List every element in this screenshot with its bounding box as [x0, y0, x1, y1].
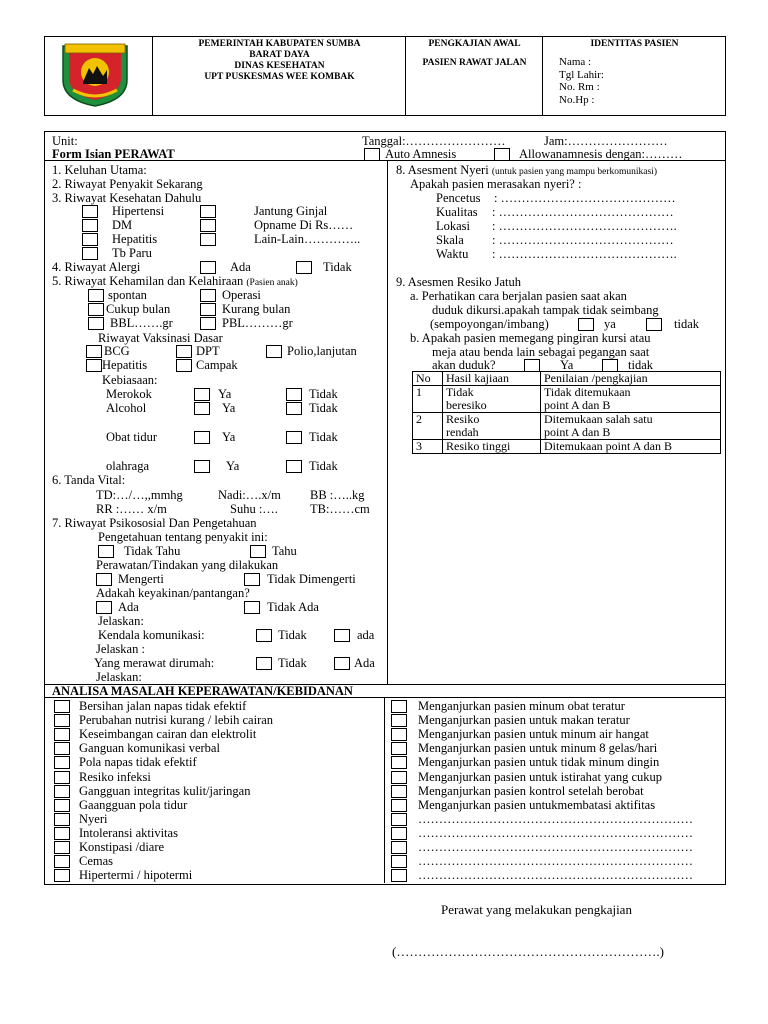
- operasi-label: Operasi: [222, 288, 261, 302]
- table-header-cell: Penilaian /pengkajian: [541, 372, 721, 386]
- obat-tidak-label: Tidak: [309, 430, 338, 444]
- jelaskan-label: Jelaskan:: [98, 614, 144, 628]
- section-resiko-jatuh: 9. Asesmen Resiko Jatuh: [396, 275, 521, 289]
- identity-phone-field[interactable]: No.Hp :: [559, 93, 595, 106]
- analysis-left-item: Ganguan komunikasi verbal: [79, 741, 220, 756]
- assessment-cell: [405, 37, 543, 115]
- table-row: [413, 413, 721, 427]
- bcg-checkbox[interactable]: [86, 345, 102, 358]
- table-header-cell: Hasil kajiaan: [443, 372, 541, 386]
- tbparu-checkbox[interactable]: [82, 247, 98, 260]
- rr-field[interactable]: RR :…… x/m: [96, 502, 167, 516]
- resiko-a-tidak-label: tidak: [674, 317, 699, 331]
- hepatitis-vaksin-checkbox[interactable]: [86, 359, 102, 372]
- tidak-mengerti-checkbox[interactable]: [244, 573, 260, 586]
- cukup-label: Cukup bulan: [106, 302, 171, 316]
- obat-ya-label: Ya: [222, 430, 236, 444]
- kurang-label: Kurang bulan: [222, 302, 291, 316]
- pencetus-label: Pencetus: [436, 191, 481, 205]
- analysis-right-item: Menganjurkan pasien untuk minum air hangat: [418, 727, 649, 742]
- dpt-label: DPT: [196, 344, 220, 358]
- analysis-left-checkbox[interactable]: [54, 841, 70, 854]
- analysis-right-checkbox[interactable]: [391, 869, 407, 882]
- analysis-right-checkbox[interactable]: [391, 756, 407, 769]
- analysis-left-item: Pola napas tidak efektif: [79, 755, 197, 770]
- pbl-checkbox[interactable]: [200, 317, 216, 330]
- divider: [387, 160, 388, 684]
- resiko-a-ya-label: ya: [604, 317, 616, 331]
- resiko-a-tidak-checkbox[interactable]: [646, 318, 662, 331]
- resiko-a-ya-checkbox[interactable]: [578, 318, 594, 331]
- resiko-table: [412, 371, 721, 454]
- analysis-left-item: Gaangguan pola tidur: [79, 797, 188, 812]
- polio-label: Polio,lanjutan: [287, 344, 357, 358]
- lainlain-checkbox[interactable]: [200, 233, 216, 246]
- unit-label[interactable]: Unit:: [52, 134, 78, 148]
- analysis-left-checkbox[interactable]: [54, 728, 70, 741]
- opname-label: Opname Di Rs……: [254, 218, 354, 232]
- org-line: BARAT DAYA: [249, 50, 310, 60]
- analysis-right-checkbox[interactable]: [391, 841, 407, 854]
- section-keluhan: 1. Keluhan Utama:: [52, 163, 147, 177]
- keyakinan-ada-label: Ada: [118, 600, 139, 614]
- hipertensi-label: Hipertensi: [112, 204, 165, 218]
- table-cell: beresiko: [443, 399, 541, 413]
- olahraga-tidak-checkbox[interactable]: [286, 460, 302, 473]
- identity-rm-field[interactable]: No. Rm :: [559, 81, 600, 93]
- analysis-left-item: Intoleransi aktivitas: [79, 825, 178, 840]
- analysis-left-checkbox[interactable]: [54, 855, 70, 868]
- mengerti-label: Mengerti: [118, 572, 164, 586]
- alergi-ada-checkbox[interactable]: [200, 261, 216, 274]
- analysis-title: ANALISA MASALAH KEPERAWATAN/KEBIDANAN: [52, 684, 353, 698]
- analysis-right-checkbox[interactable]: [391, 799, 407, 812]
- keyakinan-tidak-ada-label: Tidak Ada: [267, 600, 319, 614]
- table-cell: point A dan B: [541, 399, 721, 413]
- analysis-left-checkbox[interactable]: [54, 813, 70, 826]
- keyakinan-tidak-ada-checkbox[interactable]: [244, 601, 260, 614]
- analysis-left-item: Konstipasi /diare: [79, 840, 165, 854]
- lokasi-label: Lokasi: [436, 219, 471, 233]
- lokasi-field[interactable]: : …………………………………….: [492, 219, 677, 233]
- alcohol-label: Alcohol: [106, 401, 147, 415]
- alergi-tidak-label: Tidak: [323, 260, 352, 274]
- kebiasaan-heading: Kebiasaan:: [102, 373, 158, 387]
- table-cell: 2: [413, 413, 443, 440]
- analysis-left-checkbox[interactable]: [54, 799, 70, 812]
- dpt-checkbox[interactable]: [176, 345, 192, 358]
- merokok-label: Merokok: [106, 387, 152, 401]
- hepatitis-label: Hepatitis: [112, 232, 158, 246]
- analysis-right-checkbox[interactable]: [391, 771, 407, 784]
- olahraga-ya-label: Ya: [226, 459, 240, 473]
- alcohol-ya-label: Ya: [222, 401, 236, 415]
- analysis-left-checkbox[interactable]: [54, 742, 70, 755]
- merokok-ya-label: Ya: [218, 387, 232, 401]
- spontan-checkbox[interactable]: [88, 289, 104, 302]
- table-cell: Resiko tinggi: [443, 440, 541, 454]
- analysis-left-checkbox[interactable]: [54, 714, 70, 727]
- table-cell: point A dan B: [541, 426, 721, 440]
- bcg-label: BCG: [104, 344, 130, 358]
- nadi-field[interactable]: Nadi:….x/m: [218, 488, 281, 502]
- hepatitis-vaksin-label: Hepatitis: [102, 358, 148, 372]
- alergi-tidak-checkbox[interactable]: [296, 261, 312, 274]
- logo-cell: [45, 37, 152, 115]
- section-riwayat-dahulu: 3. Riwayat Kesehatan Dahulu: [52, 191, 202, 205]
- table-row: [413, 386, 721, 400]
- analysis-right-item: Menganjurkan pasien untuk minum 8 gelas/hari: [418, 741, 658, 756]
- table-row: [413, 399, 721, 413]
- table-cell: Ditemukaan salah satu: [541, 413, 721, 427]
- analysis-right-checkbox[interactable]: [391, 813, 407, 826]
- tb-field[interactable]: TB:……cm: [310, 502, 370, 516]
- spontan-label: spontan: [108, 288, 147, 302]
- merawat-ada-checkbox[interactable]: [334, 657, 350, 670]
- analysis-right-checkbox[interactable]: [391, 728, 407, 741]
- analysis-right-checkbox[interactable]: [391, 827, 407, 840]
- analysis-left-checkbox[interactable]: [54, 771, 70, 784]
- bbl-checkbox[interactable]: [88, 317, 104, 330]
- analysis-left-checkbox[interactable]: [54, 700, 70, 713]
- kendala-label: Kendala komunikasi:: [98, 628, 205, 642]
- bbl-label: BBL…….gr: [110, 316, 173, 330]
- pbl-label: PBL………gr: [222, 316, 293, 330]
- resiko-b-line3: akan duduk?: [432, 358, 496, 372]
- analysis-right-checkbox[interactable]: [391, 742, 407, 755]
- campak-label: Campak: [196, 358, 238, 372]
- identity-name-field[interactable]: Nama :: [559, 56, 592, 68]
- identity-title: IDENTITAS PASIEN: [590, 39, 679, 49]
- table-row: [413, 440, 721, 454]
- resiko-b-line1: b. Apakah pasien memegang pingiran kursi atau: [410, 331, 651, 345]
- analysis-left-item: Gangguan integritas kulit/jaringan: [79, 783, 251, 798]
- section-nyeri-label: 8. Asesment Nyeri: [396, 163, 489, 177]
- auto-amnesis-checkbox[interactable]: [364, 148, 380, 161]
- analysis-right-item: …………………………………………………………: [418, 811, 693, 826]
- pencetus-field[interactable]: : ……………………………………: [494, 191, 676, 205]
- table-cell: Resiko: [443, 413, 541, 427]
- bb-field[interactable]: BB :…..kg: [310, 488, 365, 502]
- table-cell: 1: [413, 386, 443, 413]
- alergi-ada-label: Ada: [230, 260, 251, 274]
- cukup-checkbox[interactable]: [88, 303, 104, 316]
- merokok-tidak-checkbox[interactable]: [286, 388, 302, 401]
- alcohol-tidak-label: Tidak: [309, 401, 338, 415]
- divider: [384, 697, 385, 883]
- analysis-left-item: Cemas: [79, 854, 114, 869]
- analysis-left-checkbox[interactable]: [54, 827, 70, 840]
- kendala-ada-checkbox[interactable]: [334, 629, 350, 642]
- section-tanda-vital: 6. Tanda Vital:: [52, 473, 126, 487]
- allo-amnesis-checkbox[interactable]: [494, 148, 510, 161]
- resiko-a-line1: a. Perhatikan cara berjalan pasien saat akan: [410, 289, 627, 303]
- analysis-right-checkbox[interactable]: [391, 700, 407, 713]
- assessment-title: PENGKAJIAN AWAL: [428, 39, 521, 49]
- analysis-right-item: Menganjurkan pasien untuk makan teratur: [418, 713, 630, 728]
- alcohol-tidak-checkbox[interactable]: [286, 402, 302, 415]
- tidak-mengerti-label: Tidak Dimengerti: [267, 572, 356, 586]
- kualitas-field[interactable]: : ……………………………………: [492, 205, 674, 219]
- obat-ya-checkbox[interactable]: [194, 431, 210, 444]
- table-cell: 3: [413, 440, 443, 454]
- analysis-right-item: …………………………………………………………: [418, 840, 693, 854]
- dm-label: DM: [112, 218, 133, 232]
- form-title: Form Isian PERAWAT: [52, 147, 175, 161]
- olahraga-ya-checkbox[interactable]: [194, 460, 210, 473]
- skala-label: Skala: [436, 233, 464, 247]
- keyakinan-heading: Adakah keyakinan/pantangan?: [96, 586, 250, 600]
- td-field[interactable]: TD:…/…,,mmhg: [96, 488, 183, 502]
- analysis-right-item: Menganjurkan pasien minum obat teratur: [418, 699, 625, 713]
- resiko-b-tidak-label: tidak: [628, 358, 653, 372]
- keyakinan-ada-checkbox[interactable]: [96, 601, 112, 614]
- merawat-label: Yang merawat dirumah:: [94, 656, 215, 670]
- pengetahuan-heading: Pengetahuan tentang penyakit ini:: [98, 530, 268, 544]
- jantung-checkbox[interactable]: [200, 205, 216, 218]
- merawat-ada-label: Ada: [354, 656, 375, 670]
- org-line: DINAS KESEHATAN: [234, 61, 325, 71]
- signature-label: Perawat yang melakukan pengkajian: [441, 902, 632, 917]
- analysis-left-checkbox[interactable]: [54, 756, 70, 769]
- jantung-label: Jantung Ginjal: [254, 204, 328, 218]
- merawat-tidak-checkbox[interactable]: [256, 657, 272, 670]
- kurang-checkbox[interactable]: [200, 303, 216, 316]
- merokok-ya-checkbox[interactable]: [194, 388, 210, 401]
- signature-line[interactable]: (…………………………………………………….): [392, 944, 664, 959]
- lainlain-label: Lain-Lain…………..: [254, 232, 361, 246]
- mengerti-checkbox[interactable]: [96, 573, 112, 586]
- organization-cell: [152, 37, 406, 115]
- table-row: [413, 426, 721, 440]
- jelaskan3-label: Jelaskan:: [96, 670, 142, 684]
- polio-checkbox[interactable]: [266, 345, 282, 358]
- identity-cell: [542, 37, 726, 115]
- obat-tidur-label: Obat tidur: [106, 430, 158, 444]
- section-kehamilan-note: (Pasien anak): [246, 278, 298, 288]
- analysis-left-checkbox[interactable]: [54, 869, 70, 882]
- resiko-b-line2: meja atau benda lain sebagai pegangan saat: [432, 345, 650, 359]
- operasi-checkbox[interactable]: [200, 289, 216, 302]
- campak-checkbox[interactable]: [176, 359, 192, 372]
- analysis-right-checkbox[interactable]: [391, 855, 407, 868]
- regency-crest-icon: [59, 42, 131, 108]
- analysis-left-item: Nyeri: [79, 811, 108, 826]
- waktu-field[interactable]: : …………………………………….: [492, 247, 677, 261]
- identity-dob-field[interactable]: Tgl Lahir:: [559, 68, 604, 81]
- org-line: PEMERINTAH KABUPATEN SUMBA: [198, 39, 361, 49]
- analysis-right-item: Menganjurkan pasien kontrol setelah berobat: [418, 783, 644, 798]
- section-kehamilan-label: 5. Riwayat Kehamilan dan Kelahiraan: [52, 274, 244, 288]
- alcohol-ya-checkbox[interactable]: [194, 402, 210, 415]
- waktu-label: Waktu: [436, 247, 469, 261]
- resiko-a-line3: (sempoyongan/imbang): [430, 317, 549, 331]
- analysis-right-item: …………………………………………………………: [418, 825, 693, 840]
- auto-amnesis-label: Auto Amnesis: [385, 147, 457, 161]
- table-cell: rendah: [443, 426, 541, 440]
- jam-field[interactable]: Jam:……………………: [544, 134, 668, 148]
- tahu-label: Tahu: [272, 544, 297, 558]
- document-header: [44, 36, 726, 116]
- analysis-left-item: Bersihan jalan napas tidak efektif: [79, 699, 247, 713]
- analysis-left-item: Hipertermi / hipotermi: [79, 868, 193, 883]
- assessment-subtitle: PASIEN RAWAT JALAN: [422, 58, 527, 68]
- kualitas-label: Kualitas: [436, 205, 478, 219]
- section-alergi: 4. Riwayat Alergi: [52, 260, 141, 274]
- kendala-ada-label: ada: [357, 628, 375, 642]
- jelaskan2-label: Jelaskan :: [96, 642, 145, 656]
- analysis-right-item: Menganjurkan pasien untukmembatasi aktifitas: [418, 797, 656, 812]
- nyeri-question: Apakah pasien merasakan nyeri? :: [410, 177, 582, 191]
- analysis-right-item: Menganjurkan pasien untuk tidak minum dingin: [418, 755, 660, 770]
- hipertensi-checkbox[interactable]: [82, 205, 98, 218]
- suhu-field[interactable]: Suhu :….: [230, 502, 278, 516]
- kendala-tidak-checkbox[interactable]: [256, 629, 272, 642]
- section-nyeri-note: (untuk pasien yang mampu berkomunikasi): [491, 167, 657, 177]
- analysis-right-checkbox[interactable]: [391, 714, 407, 727]
- analysis-left-item: Perubahan nutrisi kurang / lebih cairan: [79, 713, 274, 728]
- analysis-right-checkbox[interactable]: [391, 785, 407, 798]
- section-riwayat-sekarang: 2. Riwayat Penyakit Sekarang: [52, 177, 203, 191]
- tanggal-field[interactable]: Tanggal:……………………: [362, 134, 506, 148]
- allo-amnesis-label: Allowanamnesis dengan:………: [519, 147, 683, 161]
- merawat-tidak-label: Tidak: [278, 656, 307, 670]
- dm-checkbox[interactable]: [82, 219, 98, 232]
- obat-tidak-checkbox[interactable]: [286, 431, 302, 444]
- tbparu-label: Tb Paru: [112, 246, 152, 260]
- resiko-b-ya-label: Ya: [560, 358, 574, 372]
- table-header-cell: No: [413, 372, 443, 386]
- table-cell: Tidak ditemukaan: [541, 386, 721, 400]
- tidak-tahu-checkbox[interactable]: [98, 545, 114, 558]
- table-cell: Tidak: [443, 386, 541, 400]
- tahu-checkbox[interactable]: [250, 545, 266, 558]
- resiko-a-line2: duduk dikursi.apakah tampak tidak seimbang: [432, 303, 659, 317]
- analysis-left-checkbox[interactable]: [54, 785, 70, 798]
- olahraga-tidak-label: Tidak: [309, 459, 338, 473]
- analysis-right-item: Menganjurkan pasien untuk istirahat yang cukup: [418, 769, 663, 784]
- kendala-tidak-label: Tidak: [278, 628, 307, 642]
- analysis-right-item: …………………………………………………………: [418, 854, 693, 869]
- skala-field[interactable]: : ……………………………………: [492, 233, 674, 247]
- analysis-right-item: …………………………………………………………: [418, 868, 693, 883]
- merokok-tidak-label: Tidak: [309, 387, 338, 401]
- analysis-left-item: Keseimbangan cairan dan elektrolit: [79, 727, 257, 742]
- vaksin-heading: Riwayat Vaksinasi Dasar: [98, 331, 223, 345]
- tidak-tahu-label: Tidak Tahu: [124, 544, 181, 558]
- section-psikososial: 7. Riwayat Psikososial Dan Pengetahuan: [52, 516, 257, 530]
- perawatan-heading: Perawatan/Tindakan yang dilakukan: [96, 558, 279, 572]
- table-header-row: [413, 372, 721, 386]
- table-cell: Ditemukaan point A dan B: [541, 440, 721, 454]
- hepatitis-checkbox[interactable]: [82, 233, 98, 246]
- analysis-left-item: Resiko infeksi: [79, 769, 151, 784]
- org-line: UPT PUSKESMAS WEE KOMBAK: [204, 72, 355, 82]
- opname-checkbox[interactable]: [200, 219, 216, 232]
- olahraga-label: olahraga: [106, 459, 150, 473]
